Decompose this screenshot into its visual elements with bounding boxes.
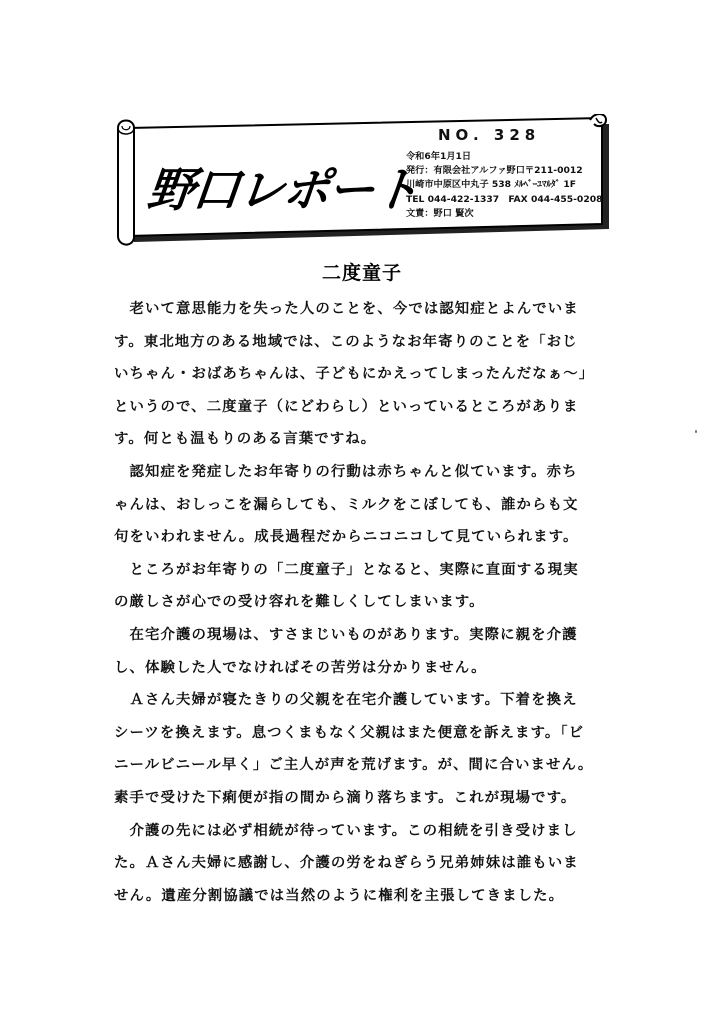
body-line: せん。遺産分割協議では当然のように権利を主張してきました。 <box>114 887 565 904</box>
body-line: いちゃん・おばあちゃんは、子どもにかえってしまったんだなぁ～」 <box>114 366 595 383</box>
body-line: ゃんは、おしっこを漏らしても、ミルクをこぼしても、誰からも文 <box>114 496 579 513</box>
author-credit: 文責：野口 賢次 <box>406 207 474 219</box>
body-line: シーツを換えます。息つくまもなく父親はまた便意を訴えます。「ビ <box>114 724 585 741</box>
publisher-address: 川崎市中原区中丸子 538 ﾒﾙﾍﾞｰﾕﾏﾙﾀﾞ 1F <box>406 179 577 191</box>
body-line: 認知症を発症したお年寄りの行動は赤ちゃんと似ています。赤ち <box>114 463 578 480</box>
body-line: 素手で受けた下痢便が指の間から滴り落ちます。これが現場です。 <box>114 789 577 806</box>
publish-date: 令和6年1月1日 <box>406 151 472 162</box>
body-line: す。東北地方のある地域では、このようなお年寄りのことを「おじ <box>114 333 578 350</box>
body-line: 句をいわれません。成長過程だからニコニコして見ていられます。 <box>114 529 579 546</box>
body-line: た。Ａさん夫婦に感謝し、介護の労をねぎらう兄弟姉妹は誰もいま <box>114 855 579 872</box>
report-title: 野口レポート <box>144 163 421 218</box>
publisher-contact: TEL 044-422-1337 FAX 044-455-0208 <box>406 193 603 205</box>
publisher-name: 発行：有限会社アルファ野口〒211-0012 <box>406 165 583 177</box>
body-line: し、体験した人でなければその苦労は分かりません。 <box>114 659 487 676</box>
body-line: す。何とも温もりのある言葉ですね。 <box>114 431 377 448</box>
scan-speck <box>695 430 697 433</box>
body-line: というので、二度童子（にどわらし）といっているところがありま <box>114 398 579 415</box>
body-line: 老いて意思能力を失った人のことを、今では認知症とよんでいま <box>114 301 579 317</box>
body-line: ニールビニール早く」ご主人が声を荒げます。が、間に合いません。 <box>114 757 594 774</box>
publisher-info <box>406 150 603 221</box>
body-line: 介護の先には必ず相続が待っています。この相続を引き受けまし <box>114 822 578 839</box>
article-body <box>114 293 614 912</box>
body-line: の厳しさが心での受け容れを難しくしてしまいます。 <box>114 594 485 611</box>
body-line: 在宅介護の現場は、すさまじいものがあります。実際に親を介護 <box>114 626 578 643</box>
body-line: Ａさん夫婦が寝たきりの父親を在宅介護しています。下着を換え <box>114 692 578 709</box>
body-line: ところがお年寄りの「二度童子」となると、実際に直面する現実 <box>114 561 579 578</box>
issue-number: NO. 328 <box>438 126 541 144</box>
article-title: 二度童子 <box>321 262 402 284</box>
